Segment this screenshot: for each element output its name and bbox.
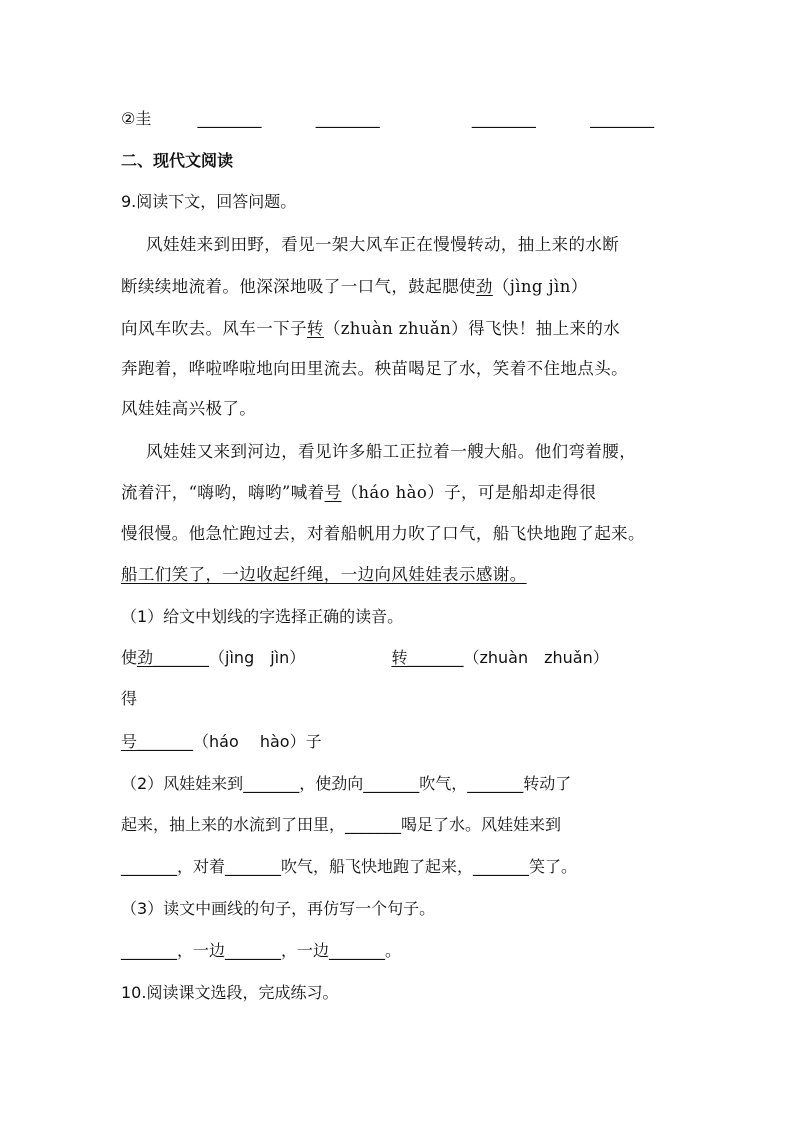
sub1-item2-char: 转 (391, 648, 408, 667)
sub1-item3-options: （háo hào）子 (193, 732, 322, 751)
sub3-text: ，一边 (281, 941, 330, 960)
passage-text: 流着汗，“嗨哟，嗨哟”喊着 (121, 483, 325, 502)
sub3-answer-line (121, 940, 401, 962)
sub1-item2-blank[interactable]: _______ (407, 648, 464, 667)
row-top (121, 108, 654, 130)
sub1-item1-options: （jìng jìn） (209, 648, 306, 667)
passage-text: 断续续地流着。他深深地吸了一口气，鼓起腮使 (121, 277, 476, 296)
sub2-blank-6[interactable]: _______ (225, 857, 282, 876)
sub2-text: 喝足了水。风娃娃来到 (401, 815, 562, 834)
underlined-char-jin: 劲 (475, 277, 493, 296)
sub1-item1-blank[interactable]: _______ (153, 648, 210, 667)
passage-p2-line1: 风娃娃又来到河边，看见许多船工正拉着一艘大船。他们弯着腰， (146, 442, 637, 461)
passage-p2-line2 (121, 482, 596, 504)
sub1-prompt: （1）给文中划线的字选择正确的读音。 (121, 607, 404, 626)
sub2-blank-1[interactable]: _______ (243, 774, 300, 793)
sub2-text: ，对着 (177, 857, 226, 876)
sub3-blank-3[interactable]: _______ (329, 941, 386, 960)
sub1-item3-row (121, 731, 322, 753)
question-9-title: 9.阅读下文，回答问题。 (121, 192, 297, 211)
row-top-label: ②圭 (121, 109, 152, 128)
row-top-blank-1[interactable]: ________ (197, 109, 262, 128)
underlined-char-zhuan: 转 (306, 319, 324, 338)
sub1-items-row (121, 647, 609, 669)
passage-p1-line5: 风娃娃高兴极了。 (121, 399, 257, 418)
sub2-blank-5[interactable]: _______ (121, 857, 177, 876)
sub3-text: ，一边 (177, 941, 226, 960)
sub2-blank-4[interactable]: _______ (345, 815, 402, 834)
passage-text: （jìng jìn） (492, 277, 588, 296)
passage-underlined-sentence: 船工们笑了，一边收起纤绳，一边向风娃娃表示感谢。 (121, 565, 527, 584)
sub3-prompt: （3）读文中画线的句子，再仿写一个句子。 (121, 899, 436, 918)
passage-p1-line3 (121, 318, 620, 340)
passage-text: （zhuàn zhuǎn）得飞快！抽上来的水 (323, 319, 621, 338)
sub2-blank-7[interactable]: _______ (473, 857, 530, 876)
passage-p1-line1: 风娃娃来到田野，看见一架大风车正在慢慢转动，抽上来的水断 (146, 235, 620, 254)
sub2-blank-3[interactable]: _______ (467, 774, 524, 793)
sub1-item3-blank[interactable]: _______ (137, 732, 194, 751)
question-10-title: 10.阅读课文选段，完成练习。 (121, 983, 339, 1002)
sub3-blank-2[interactable]: _______ (225, 941, 282, 960)
sub1-item3-char: 号 (121, 732, 138, 751)
sub2-line2 (121, 814, 561, 836)
sub1-item2-tail: 得 (121, 689, 138, 708)
underlined-char-hao: 号 (324, 483, 342, 502)
sub2-text: 吹气， (419, 774, 468, 793)
sub2-text: 起来，抽上来的水流到了田里， (121, 815, 346, 834)
sub2-blank-2[interactable]: _______ (363, 774, 420, 793)
sub1-item1-char: 劲 (137, 648, 154, 667)
row-top-blank-3[interactable]: ________ (471, 109, 536, 128)
sub2-text: （2）风娃娃来到 (121, 774, 244, 793)
passage-p1-line4: 奔跑着，哗啦哗啦地向田里流去。秧苗喝足了水，笑着不住地点头。 (121, 359, 628, 378)
passage-p1-line2 (121, 276, 588, 298)
row-top-blank-4[interactable]: ________ (590, 109, 655, 128)
sub1-item2-options: （zhuàn zhuǎn） (463, 648, 609, 667)
row-top-blank-2[interactable]: ________ (315, 109, 380, 128)
passage-text: （háo hào）子，可是船却走得很 (341, 483, 597, 502)
sub2-text: ，使劲向 (299, 774, 364, 793)
sub2-line3 (121, 856, 577, 878)
section-title: 二、现代文阅读 (121, 151, 234, 170)
sub2-line1 (121, 773, 571, 795)
sub2-text: 吹气，船飞快地跑了起来， (281, 857, 474, 876)
passage-text: 向风车吹去。风车一下子 (121, 319, 307, 338)
sub3-blank-1[interactable]: _______ (121, 941, 177, 960)
sub2-text: 笑了。 (529, 857, 578, 876)
sub2-text: 转动了 (523, 774, 572, 793)
sub3-text: 。 (385, 941, 402, 960)
passage-p2-line3: 慢很慢。他急忙跑过去，对着船帆用力吹了口气，船飞快地跑了起来。 (121, 524, 645, 543)
sub1-item1-text: 使 (121, 648, 138, 667)
